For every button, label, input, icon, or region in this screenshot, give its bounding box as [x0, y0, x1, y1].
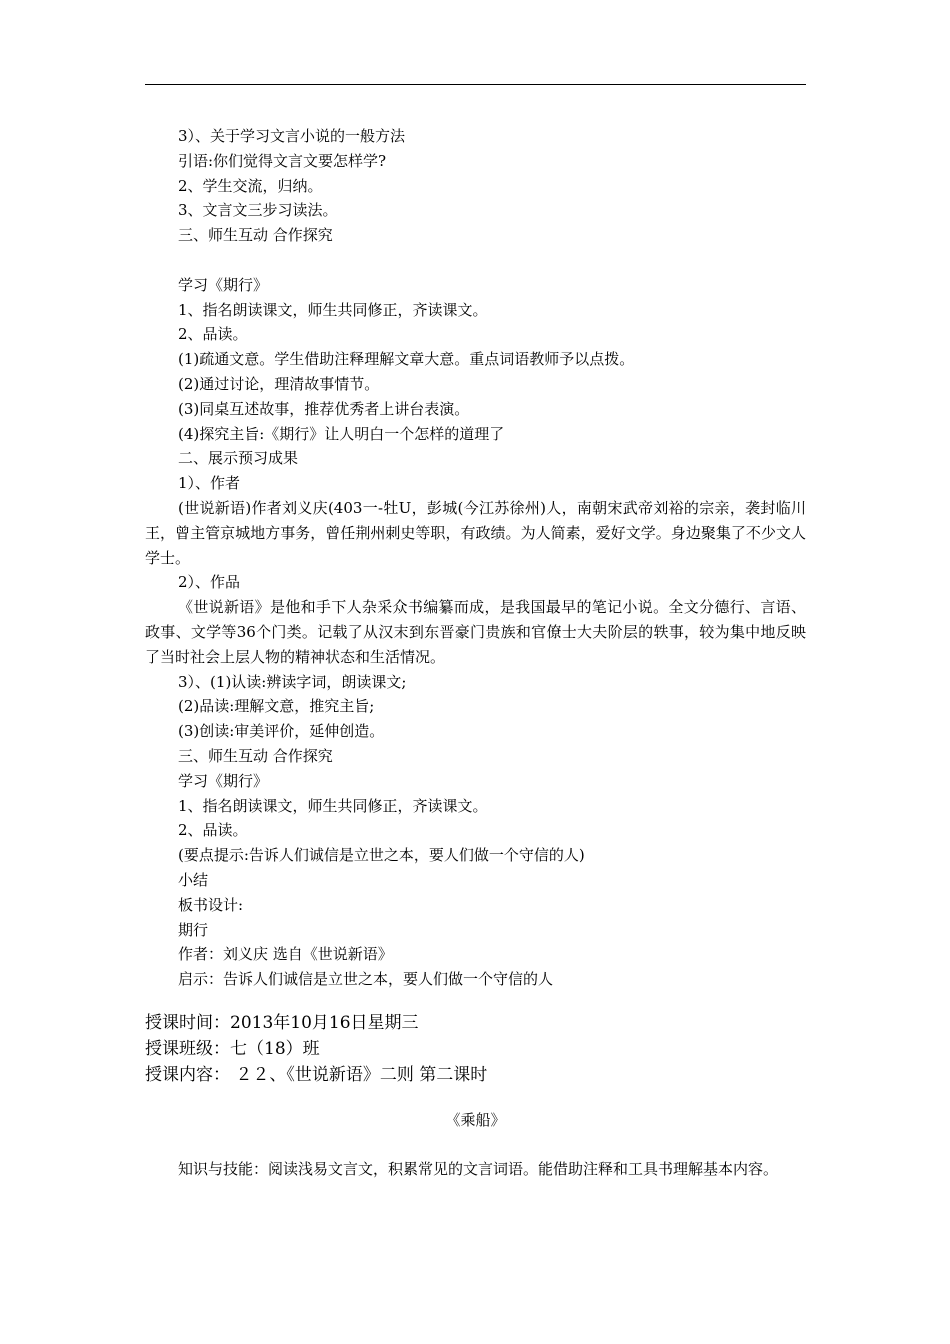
spacer: [145, 248, 806, 273]
text-line: 引语:你们觉得文言文要怎样学?: [178, 151, 387, 170]
spacer: [145, 1088, 806, 1108]
text-line: 2、品读。: [178, 821, 248, 840]
text-line: (3)同桌互述故事，推荐优秀者上讲台表演。: [178, 399, 470, 418]
spacer: [145, 992, 806, 1010]
lesson-content: 授课内容： ２２、《世说新语》二则 第二课时: [145, 1064, 488, 1085]
text-line: 1、指名朗读课文，师生共同修正，齐读课文。: [178, 796, 488, 815]
work-paragraph: 《世说新语》是他和手下人杂采众书编纂而成，是我国最早的笔记小说。全文分德行、言语、政事、文学等36个门类。记载了从汉末到东晋豪门贵族和官僚士大夫阶层的轶事，较为集中地反映了当时社会上层人物的精神状态和生活情况。: [145, 598, 806, 666]
author-paragraph: (世说新语)作者刘义庆(403一-牡U，彭城(今江苏徐州)人，南朝宋武帝刘裕的宗亲，袭封临川王，曾主管京城地方事务，曾任荆州刺史等职，有政绩。为人简素，爱好文学。身边聚集了不少文人学士。: [145, 498, 806, 567]
text-line: (2)通过讨论，理清故事情节。: [178, 374, 380, 393]
header-rule: [145, 84, 806, 85]
text-line: 2、学生交流，归纳。: [178, 176, 323, 195]
text-line: 2）、作品: [178, 573, 241, 592]
text-line: 3）、关于学习文言小说的一般方法: [178, 127, 406, 145]
goal-paragraph: 知识与技能：阅读浅易文言文，积累常见的文言词语。能借助注释和工具书理解基本内容。: [178, 1160, 779, 1179]
text-line: (4)探究主旨:《期行》让人明白一个怎样的道理了: [178, 424, 505, 443]
text-line: 3）、(1)认读:辨读字词，朗读课文;: [178, 672, 407, 691]
section-heading: 三、师生互动 合作探究: [178, 226, 333, 245]
text-line: 1、指名朗读课文，师生共同修正，齐读课文。: [178, 300, 488, 319]
text-line: 板书设计:: [178, 895, 244, 914]
spacer: [145, 1133, 806, 1158]
text-line: 启示：告诉人们诚信是立世之本，要人们做一个守信的人: [178, 970, 554, 989]
text-line: 学习《期行》: [178, 275, 269, 294]
text-line: 1）、作者: [178, 474, 241, 493]
text-line: 期行: [178, 920, 209, 939]
lesson-time: 授课时间：2013年10月16日星期三: [145, 1012, 419, 1033]
lesson-class: 授课班级：七（18）班: [145, 1038, 320, 1059]
section-heading: 三、师生互动 合作探究: [178, 746, 333, 765]
section-title: 《乘船》: [445, 1110, 506, 1129]
text-line: 3、文言文三步习读法。: [178, 201, 338, 220]
text-line: (1)疏通文意。学生借助注释理解文章大意。重点词语教师予以点拨。: [178, 350, 635, 369]
text-line: (要点提示:告诉人们诚信是立世之本，要人们做一个守信的人): [178, 846, 585, 865]
text-line: 学习《期行》: [178, 771, 269, 790]
text-line: (3)创读:审美评价，延伸创造。: [178, 722, 385, 741]
text-line: 2、品读。: [178, 325, 248, 344]
text-line: (2)品读:理解文意，推究主旨;: [178, 697, 375, 716]
text-line: 作者：刘义庆 选自《世说新语》: [178, 945, 393, 964]
text-line: 小结: [178, 870, 209, 889]
section-heading: 二、展示预习成果: [178, 449, 299, 468]
document-body: [145, 124, 806, 1182]
